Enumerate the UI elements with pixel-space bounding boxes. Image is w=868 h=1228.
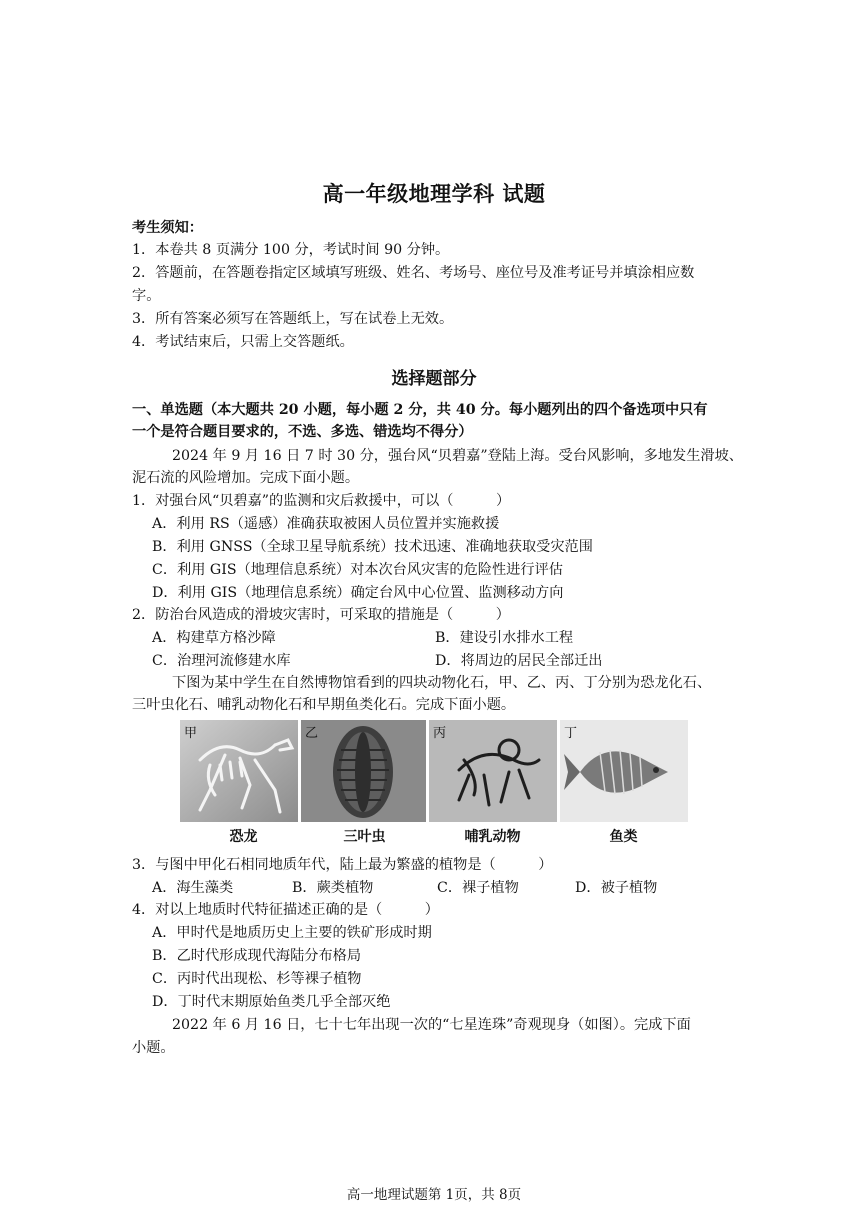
question-2-option-b: B．建设引水排水工程 — [435, 630, 574, 646]
notice-heading: 考生须知： — [132, 220, 203, 236]
question-1-option-b: B．利用 GNSS（全球卫星导航系统）技术迅速、准确地获取受灾范围 — [152, 539, 593, 555]
notice-item-2-cont: 字。 — [132, 288, 161, 304]
passage-typhoon-cont: 泥石流的风险增加。完成下面小题。 — [132, 470, 360, 486]
question-3-option-b: B．蕨类植物 — [292, 880, 374, 896]
question-1-stem: 1．对强台风“贝碧嘉”的监测和灾后救援中，可以（ ） — [132, 493, 511, 509]
trilobite-fossil-image — [301, 720, 426, 822]
question-3-option-c: C．裸子植物 — [437, 880, 519, 896]
passage-typhoon: 2024 年 9 月 16 日 7 时 30 分，强台风“贝碧嘉”登陆上海。受台风影响，多地发生滑坡、 — [172, 448, 743, 464]
question-1-option-d: D．利用 GIS（地理信息系统）确定台风中心位置、监测移动方向 — [152, 585, 564, 601]
question-4-option-d: D．丁时代末期原始鱼类几乎全部灭绝 — [152, 994, 391, 1010]
question-4-option-b: B．乙时代形成现代海陆分布格局 — [152, 948, 362, 964]
fossil-tag-jia: 甲 — [184, 726, 198, 741]
question-1-option-c: C．利用 GIS（地理信息系统）对本次台风灾害的危险性进行评估 — [152, 562, 563, 578]
question-2-option-d: D．将周边的居民全部迁出 — [435, 653, 603, 669]
part-one-heading: 一、单选题（本大题共 20 小题，每小题 2 分，共 40 分。每小题列出的四个备选项中只有 — [132, 402, 708, 418]
fossil-tag-yi: 乙 — [305, 726, 319, 741]
question-4-option-a: A．甲时代是地质历史上主要的铁矿形成时期 — [152, 925, 432, 941]
question-1-option-a: A．利用 RS（遥感）准确获取被困人员位置并实施救援 — [152, 516, 500, 532]
question-2-option-c: C．治理河流修建水库 — [152, 653, 291, 669]
fossil-figure — [180, 720, 688, 822]
notice-item-4: 4．考试结束后，只需上交答题纸。 — [132, 334, 354, 350]
caption-dinosaur: 恐龙 — [229, 829, 258, 845]
page-footer: 高一地理试题第 1页，共 8页 — [346, 1187, 522, 1203]
notice-item-3: 3．所有答案必须写在答题纸上，写在试卷上无效。 — [132, 311, 454, 327]
question-3-stem: 3．与图中甲化石相同地质年代，陆上最为繁盛的植物是（ ） — [132, 857, 553, 873]
question-2-stem: 2．防治台风造成的滑坡灾害时，可采取的措施是（ ） — [132, 607, 510, 623]
fish-fossil-image — [560, 720, 688, 822]
passage-fossils-cont: 三叶虫化石、哺乳动物化石和早期鱼类化石。完成下面小题。 — [132, 697, 516, 713]
passage-planets: 2022 年 6 月 16 日，七十七年出现一次的“七星连珠”奇观现身（如图）。完成下面 — [172, 1017, 691, 1033]
notice-item-1: 1．本卷共 8 页满分 100 分，考试时间 90 分钟。 — [132, 242, 450, 258]
section-title: 选择题部分 — [391, 369, 477, 389]
dinosaur-fossil-image — [180, 720, 298, 822]
caption-fish: 鱼类 — [609, 829, 638, 845]
passage-fossils: 下图为某中学生在自然博物馆看到的四块动物化石，甲、乙、丙、丁分别为恐龙化石、 — [172, 675, 712, 691]
passage-planets-cont: 小题。 — [132, 1040, 175, 1056]
fossil-captions — [180, 826, 688, 846]
mammal-fossil-image — [429, 720, 557, 822]
part-one-heading-cont: 一个是符合题目要求的，不选、多选、错选均不得分） — [132, 424, 473, 440]
question-3-option-d: D．被子植物 — [575, 880, 658, 896]
caption-trilobite: 三叶虫 — [343, 829, 386, 845]
question-3-option-a: A．海生藻类 — [152, 880, 234, 896]
question-2-option-a: A．构建草方格沙障 — [152, 630, 276, 646]
notice-item-2: 2．答题前，在答题卷指定区域填写班级、姓名、考场号、座位号及准考证号并填涂相应数 — [132, 265, 695, 281]
question-4-option-c: C．丙时代出现松、杉等裸子植物 — [152, 971, 362, 987]
caption-mammal: 哺乳动物 — [464, 829, 521, 845]
exam-title: 高一年级地理学科 试题 — [322, 181, 546, 206]
question-4-stem: 4．对以上地质时代特征描述正确的是（ ） — [132, 902, 439, 918]
fossil-tag-bing: 丙 — [433, 726, 447, 741]
fossil-tag-ding: 丁 — [564, 726, 578, 741]
